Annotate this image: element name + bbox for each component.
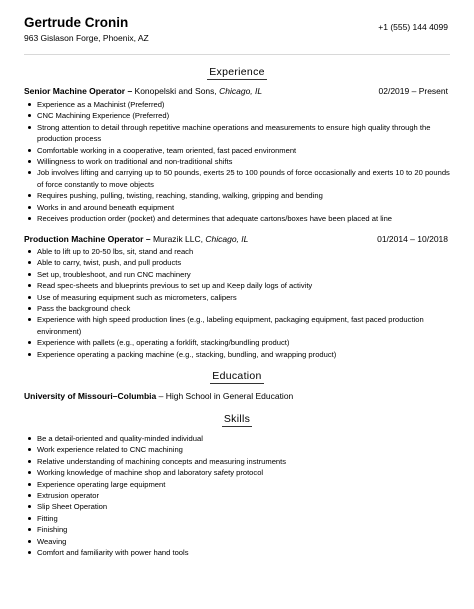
job-title: Senior Machine Operator –: [24, 86, 133, 96]
list-item: Finishing: [37, 524, 457, 535]
job-bullets: [24, 99, 457, 224]
job-location: Chicago, IL: [219, 86, 263, 96]
list-item: Receives production order (pocket) and determines that adequate cartons/boxes have been placed at line: [37, 213, 457, 224]
list-item: Be a detail-oriented and quality-minded individual: [37, 433, 457, 444]
job-dates: 02/2019 – Present: [378, 86, 448, 96]
job-bullets: [24, 246, 457, 360]
list-item: Comfortable working in a cooperative, team oriented, fast paced environment: [37, 145, 457, 156]
list-item: Extrusion operator: [37, 490, 457, 501]
list-item: Job involves lifting and carrying up to 50 pounds, exerts 25 to 100 pounds of force occasionally and exerts 10 to 20 pounds of force constantly to move objects: [37, 167, 457, 190]
skills-list: [24, 433, 457, 558]
list-item: Use of measuring equipment such as micrometers, calipers: [37, 292, 457, 303]
list-item: Strong attention to detail through repetitive machine operations and measurements to ensure high quality through the production process: [37, 122, 457, 145]
candidate-phone: +1 (555) 144 4099: [378, 22, 448, 32]
experience-heading: Experience: [209, 66, 265, 78]
list-item: Able to lift up to 20-50 lbs, sit, stand and reach: [37, 246, 457, 257]
list-item: Requires pushing, pulling, twisting, reaching, standing, walking, gripping and bending: [37, 190, 457, 201]
degree-detail: – High School in General Education: [156, 391, 294, 401]
list-item: Slip Sheet Operation: [37, 501, 457, 512]
candidate-address: 963 Gislason Forge, Phoenix, AZ: [24, 33, 149, 43]
job-company: Konopelski and Sons,: [132, 86, 220, 96]
job-header: [24, 86, 448, 98]
skills-heading: Skills: [223, 413, 251, 425]
list-item: Read spec-sheets and blueprints previous to set up and Keep daily logs of activity: [37, 280, 457, 291]
list-item: Set up, troubleshoot, and run CNC machinery: [37, 269, 457, 280]
job-title: Production Machine Operator –: [24, 234, 151, 244]
list-item: Pass the background check: [37, 303, 457, 314]
list-item: Fitting: [37, 513, 457, 524]
list-item: Experience operating a packing machine (e.g., stacking, bundling, and wrapping product): [37, 349, 457, 360]
job-location: Chicago, IL: [205, 234, 249, 244]
list-item: Weaving: [37, 536, 457, 547]
list-item: Works in and around beneath equipment: [37, 202, 457, 213]
education-entry: [24, 391, 293, 401]
list-item: Relative understanding of machining concepts and measuring instruments: [37, 456, 457, 467]
job-dates: 01/2014 – 10/2018: [377, 234, 448, 244]
list-item: CNC Machining Experience (Preferred): [37, 110, 457, 121]
list-item: Experience as a Machinist (Preferred): [37, 99, 457, 110]
education-heading: Education: [212, 370, 262, 382]
header-divider: [24, 54, 450, 55]
list-item: Working knowledge of machine shop and laboratory safety protocol: [37, 467, 457, 478]
list-item: Comfort and familiarity with power hand tools: [37, 547, 457, 558]
list-item: Willingness to work on traditional and non-traditional shifts: [37, 156, 457, 167]
job-company: Murazik LLC,: [150, 234, 206, 244]
list-item: Experience operating large equipment: [37, 479, 457, 490]
school-name: University of Missouri–Columbia: [24, 391, 157, 401]
list-item: Experience with high speed production lines (e.g., labeling equipment, packaging equipment, fast paced production environment): [37, 314, 457, 337]
list-item: Work experience related to CNC machining: [37, 444, 457, 455]
list-item: Experience with pallets (e.g., operating a forklift, stacking/bundling product): [37, 337, 457, 348]
job-header: [24, 234, 448, 246]
list-item: Able to carry, twist, push, and pull products: [37, 257, 457, 268]
candidate-name: Gertrude Cronin: [24, 15, 129, 30]
